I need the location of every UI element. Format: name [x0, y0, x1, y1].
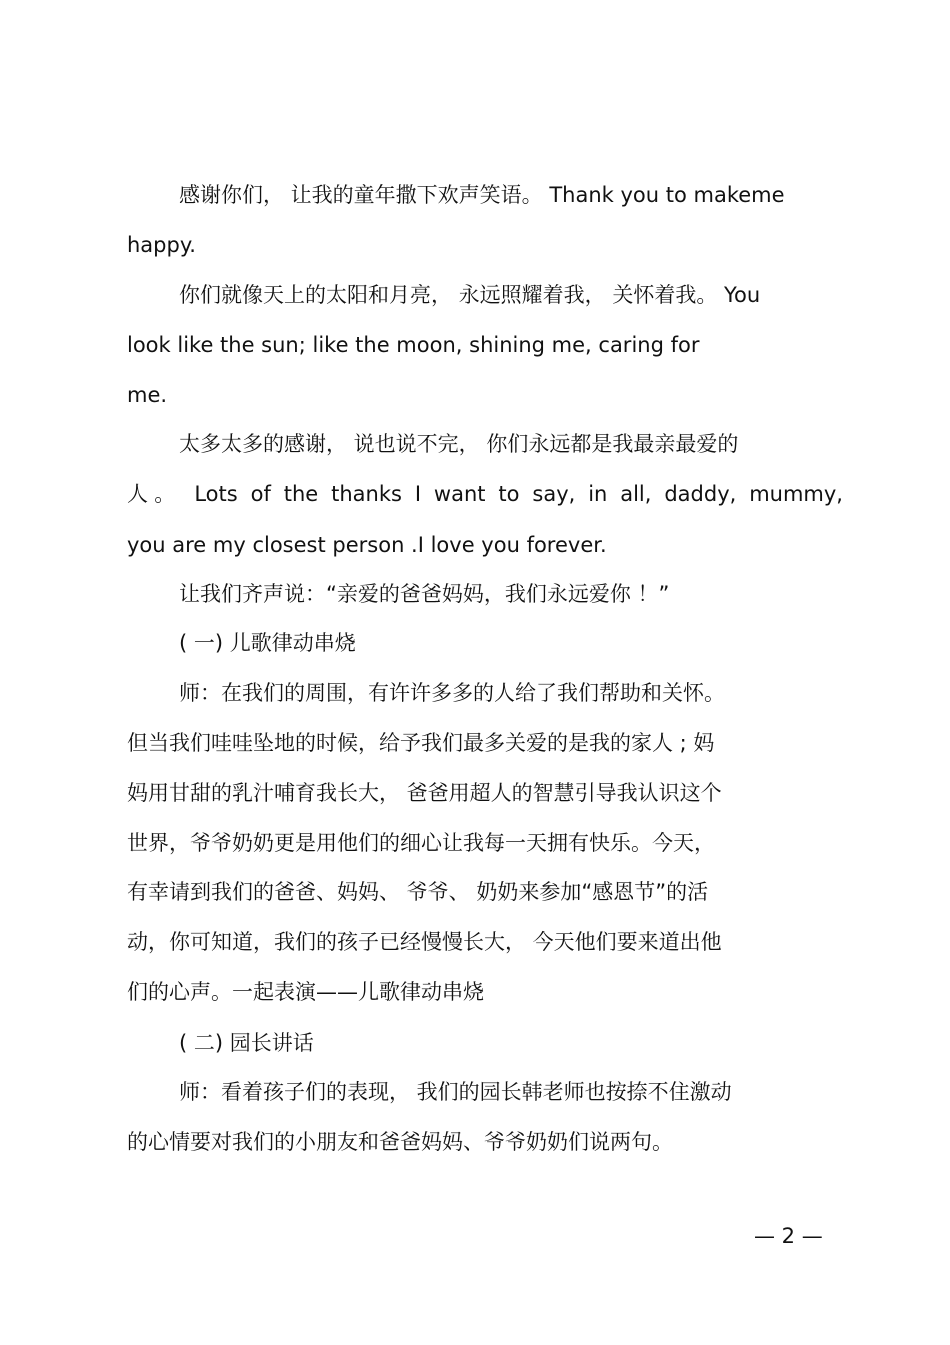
text-line-7: 人。 Lots of the thanks I want to say, in all, daddy, mummy, — [127, 482, 843, 506]
text-line-19: 师：看着孩子们的表现， 我们的园长韩老师也按捺不住激动 — [179, 1080, 732, 1104]
text-line-5: me. — [127, 383, 168, 407]
text-line-16: 动，你可知道，我们的孩子已经慢慢长大， 今天他们要来道出他 — [127, 930, 722, 954]
text-line-15: 有幸请到我们的爸爸、妈妈、 爷爷、 奶奶来参加“感恩节”的活 — [127, 880, 709, 904]
text-line-11: 师：在我们的周围，有许许多多的人给了我们帮助和关怀。 — [179, 681, 725, 705]
text-line-1: 感谢你们， 让我的童年撒下欢声笑语。 Thank you to makeme — [179, 183, 785, 207]
text-line-4: look like the sun; like the moon, shining me, caring for — [127, 333, 700, 357]
text-line-2: happy. — [127, 233, 196, 257]
text-line-17: 们的心声。一起表演——儿歌律动串烧 — [127, 980, 484, 1004]
text-line-8: you are my closest person .I love you forever. — [127, 533, 607, 557]
text-line-13: 妈用甘甜的乳汁哺育我长大， 爸爸用超人的智慧引导我认识这个 — [127, 781, 722, 805]
text-line-3: 你们就像天上的太阳和月亮， 永远照耀着我， 关怀着我。 You — [179, 283, 761, 307]
text-line-20: 的心情要对我们的小朋友和爸爸妈妈、爷爷奶奶们说两句。 — [127, 1130, 673, 1154]
page-number: — 2 — — [754, 1224, 823, 1248]
section-heading-1: ( 一) 儿歌律动串烧 — [179, 631, 356, 655]
text-line-9: 让我们齐声说：“亲爱的爸爸妈妈，我们永远爱你 ！” — [179, 582, 670, 606]
text-line-14: 世界，爷爷奶奶更是用他们的细心让我每一天拥有快乐。今天， — [127, 831, 715, 855]
text-line-6: 太多太多的感谢， 说也说不完， 你们永远都是我最亲最爱的 — [179, 432, 739, 456]
text-line-12: 但当我们哇哇坠地的时候，给予我们最多关爱的是我的家人 ; 妈 — [127, 731, 715, 755]
section-heading-2: ( 二) 园长讲话 — [179, 1031, 314, 1055]
